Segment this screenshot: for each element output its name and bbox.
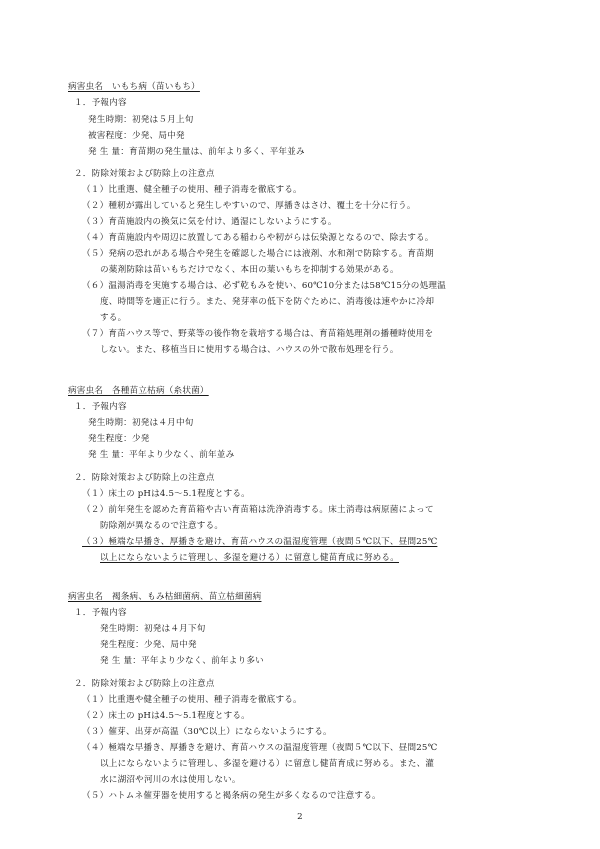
measure-item: （７）育苗ハウス等で、野菜等の後作物を栽培する場合は、育苗箱処理剤の播種時使用を: [82, 329, 434, 339]
measure-item: （１）比重選、健全種子の使用、種子消毒を徹底する。: [82, 185, 302, 195]
forecast-heading: １．予報内容: [74, 608, 127, 618]
forecast-timing: 発生時期：初発は５月上旬: [88, 115, 194, 125]
measure-item: （２）種籾が露出していると発生しやすいので、厚播きはさけ、覆土を十分に行う。: [82, 201, 416, 211]
forecast-amount: 発 生 量：平年より少なく、前年並み: [88, 450, 235, 460]
forecast-amount: 発 生 量：平年より少なく、前年より多い: [100, 656, 264, 666]
measure-item: （３）極端な早播き、厚播きを避け、育苗ハウスの温湿度管理（夜間５℃以下、昼間25℃: [82, 537, 438, 547]
measure-item: （１）比重選や健全種子の使用、種子消毒を徹底する。: [82, 695, 302, 705]
measure-item: （３）育苗施設内の換気に気を付け、過湿にしないようにする。: [82, 217, 337, 227]
section-title: 病害虫名 各種苗立枯病（糸状菌）: [68, 386, 209, 396]
forecast-timing: 発生時期：初発は４月下旬: [100, 624, 206, 634]
forecast-severity: 発生程度：少発、局中発: [100, 640, 197, 650]
measure-item-cont: しない。また、移植当日に使用する場合は、ハウスの外で散布処理を行う。: [100, 345, 399, 355]
measure-item: （１）床土の pHは4.5〜5.1程度とする。: [82, 489, 250, 499]
measure-item-cont: 以上にならないように管理し、多湿を避ける）に留意し健苗育成に努める。また、灌: [100, 759, 435, 769]
forecast-heading: １．予報内容: [74, 98, 127, 108]
measure-item: （５）ハトムネ催芽器を使用すると褐条病の発生が多くなるので注意する。: [82, 791, 381, 801]
measure-item: （４）育苗施設内や周辺に放置してある稲わらや籾がらは伝染源となるので、除去する。: [82, 233, 434, 243]
measure-item: （５）発病の恐れがある場合や発生を確認した場合には液剤、水和剤で防除する。育苗期: [82, 249, 434, 259]
section-title: 病害虫名 褐条病、もみ枯細菌病、苗立枯細菌病: [68, 592, 262, 602]
forecast-heading: １．予報内容: [74, 402, 127, 412]
measure-item-cont: する。: [100, 313, 127, 323]
measure-item: （２）床土の pHは4.5〜5.1程度とする。: [82, 711, 250, 721]
measures-heading: ２．防除対策および防除上の注意点: [74, 169, 215, 179]
forecast-amount: 発 生 量：育苗期の発生量は、前年より多く、平年並み: [88, 147, 305, 157]
measures-heading: ２．防除対策および防除上の注意点: [74, 679, 215, 689]
measure-item-cont: 以上にならないように管理し、多湿を避ける）に留意し健苗育成に努める。: [100, 553, 399, 563]
forecast-severity: 被害程度：少発、局中発: [88, 131, 185, 141]
forecast-severity: 発生程度：少発: [88, 434, 150, 444]
section-title: 病害虫名 いもち病（苗いもち）: [68, 82, 200, 92]
measure-item-cont: の薬剤防除は苗いもちだけでなく、本田の葉いもちを抑制する効果がある。: [100, 265, 399, 275]
measure-item-cont: 水に湖沼や河川の水は使用しない。: [100, 775, 241, 785]
measure-item: （２）前年発生を認めた育苗箱や古い育苗箱は洗浄消毒する。床土消毒は病原菌によって: [82, 505, 434, 515]
measure-item-cont: 度、時間等を適正に行う。また、発芽率の低下を防ぐために、消毒後は速やかに冷却: [100, 297, 435, 307]
measure-item-cont: 防除剤が異なるので注意する。: [100, 521, 224, 531]
forecast-timing: 発生時期：初発は４月中旬: [88, 418, 194, 428]
measures-heading: ２．防除対策および防除上の注意点: [74, 473, 215, 483]
measure-item: （６）温湯消毒を実施する場合は、必ず乾もみを使い、60℃10分または58℃15分の処理温: [82, 281, 446, 291]
measure-item: （３）催芽、出芽が高温（30℃以上）にならないようにする。: [82, 727, 332, 737]
page-number: 2: [297, 812, 303, 822]
measure-item: （４）極端な早播き、厚播きを避け、育苗ハウスの温湿度管理（夜間５℃以下、昼間25℃: [82, 743, 438, 753]
